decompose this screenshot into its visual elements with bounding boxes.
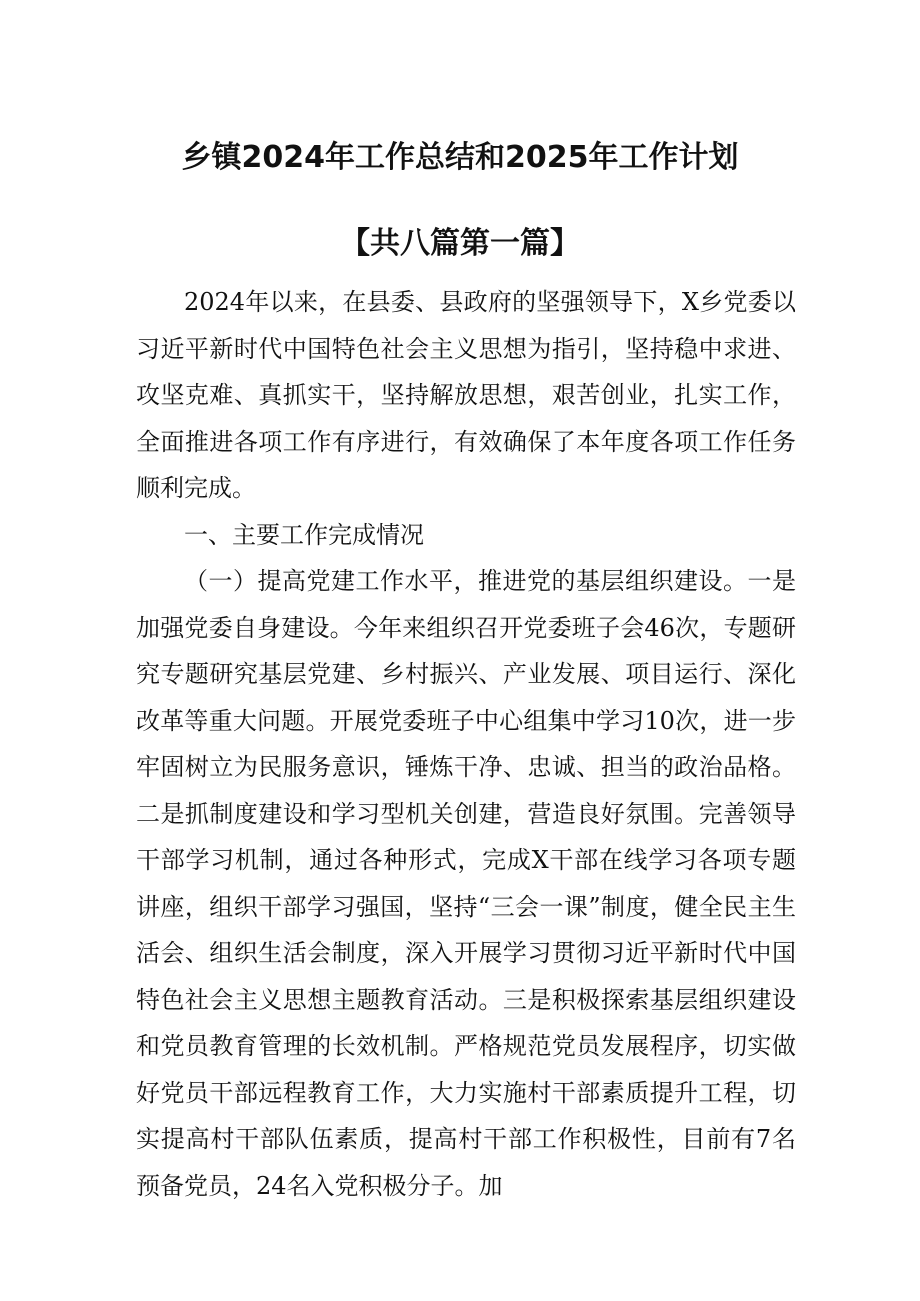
section-heading: 一、主要工作完成情况 xyxy=(184,520,424,549)
document-subtitle: 【共八篇第一篇】 xyxy=(340,226,580,261)
document-body xyxy=(136,279,796,1209)
intro-paragraph: 2024年以来，在县委、县政府的坚强领导下，X乡党委以习近平新时代中国特色社会主义思想为指引，坚持稳中求进、攻坚克难、真抓实干，坚持解放思想，艰苦创业，扎实工作，全面推进各项工作有序进行，有效确保了本年度各项工作任务顺利完成。 xyxy=(136,288,796,502)
document-title: 乡镇2024年工作总结和2025年工作计划 xyxy=(181,140,739,175)
body-paragraph: （一）提高党建工作水平，推进党的基层组织建设。一是加强党委自身建设。今年来组织召开党委班子会46次，专题研究专题研究基层党建、乡村振兴、产业发展、项目运行、深化改革等重大问题。开展党委班子中心组集中学习10次，进一步牢固树立为民服务意识，锤炼干净、忠诚、担当的政治品格。二是抓制度建设和学习型机关创建，营造良好氛围。完善领导干部学习机制，通过各种形式，完成X干部在线学习各项专题讲座，组织干部学习强国，坚持“三会一课”制度，健全民主生活会、组织生活会制度，深入开展学习贯彻习近平新时代中国特色社会主义思想主题教育活动。三是积极探索基层组织建设和党员教育管理的长效机制。严格规范党员发展程序，切实做好党员干部远程教育工作，大力实施村干部素质提升工程，切实提高村干部队伍素质，提高村干部工作积极性，目前有7名预备党员，24名入党积极分子。加 xyxy=(136,567,796,1200)
